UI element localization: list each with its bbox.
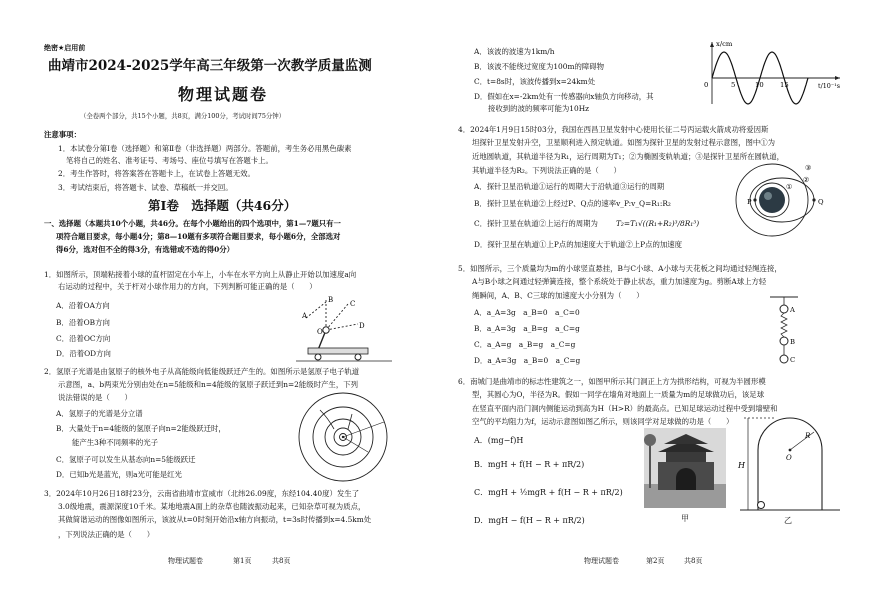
footer-paper: 物理试题卷 [584, 557, 619, 565]
footer-total: 共8页 [272, 557, 291, 565]
ball-b [780, 337, 788, 345]
q1-option: B．沿着OB方向 [56, 318, 110, 327]
q6-stem: 型，其圆心为O，半径为R。假如一同学在墙角对地面上一质量为m的足球做功后，该足球 [472, 390, 765, 399]
point-p [753, 198, 756, 201]
line-oa [306, 302, 326, 318]
note-line: 2．考生作答时，将答案答在答题卡上，在试卷上答题无效。 [58, 169, 255, 178]
q4-option: B．探针卫星在轨道②上经过P、Q点的速率v_P:v_Q=R₁:R₂ [474, 199, 671, 208]
q4-formula: T₂=T₁√((R₁+R₂)³/8R₁³) [616, 219, 700, 228]
tick-label: 10 [755, 81, 764, 89]
photo-caption: 甲 [681, 514, 689, 523]
q3-option: D．假如在x=-2km处有一传感器向x轴负方向移动，其 [474, 92, 654, 101]
section-intro: 项符合题目要求，每小题4分；第8—10题有多项符合题目要求，每小题6分，全部选对 [56, 232, 341, 241]
paper-title: 物理试题卷 [178, 85, 269, 104]
tick-label: 0 [704, 81, 709, 89]
exam-meta: （全卷两个部分，共15个小题，共8页，满分100分，考试时间75分钟） [80, 112, 286, 120]
q3-stem: 3.0级地震，震源深度10千米。某地地震A面上的杂草也随波振动起来，已知杂草可视为质点， [58, 502, 366, 511]
q1-option: A．沿着OA方向 [56, 301, 110, 310]
wave-ylabel: x/cm [716, 40, 733, 48]
diagram-caption: 乙 [784, 516, 792, 525]
q3-stem: ，下列说法正确的是（ ） [58, 530, 155, 539]
q3-option: C．t=8s时，该波传播到x=24km处 [474, 77, 596, 86]
q1-stem: 右运动的过程中，关于杆对小球作用力的方向，下列判断可能正确的是（ ） [58, 282, 317, 291]
q2-option: 能产生3种不同频率的光子 [72, 438, 159, 447]
q4-stem: 其轨道半径为R₂。下列说法正确的是（ ） [472, 166, 621, 175]
q4-stem: 坦探针卫星发射升空，卫星顺利进入预定轨道。如图为探针卫星的发射过程示意图，图中①为 [472, 138, 776, 147]
q3-stem: 3．2024年10月26日18时23分，云南省曲靖市宣威市（北纬26.09度，东经104.40度）发生了 [44, 489, 360, 498]
q5-option: C．a_A=g a_B=g a_C=g [474, 340, 576, 349]
q3-option: A．该波的波速为1km/h [474, 47, 555, 56]
label-a: A [790, 306, 795, 314]
q2-option: B．大量处于n=4能级的氢原子向n=2能级跃迁时， [56, 424, 226, 433]
q4-stem: 4．2024年1月9日15时03分，我国在西昌卫星发射中心使用长征二号丙运载火箭成功将爱因斯 [458, 125, 769, 134]
label-o: O [317, 328, 323, 336]
section-title: 第Ⅰ卷 选择题（共46分） [148, 198, 297, 213]
q1-option: D．沿着OD方向 [56, 349, 111, 358]
gate-arch [676, 468, 696, 490]
wheel [355, 354, 361, 360]
label-p: P [747, 198, 752, 206]
q4-stem: 近地圆轨道，其轨道半径为R₁，运行周期为T₁；②为椭圆变轨轨道；③是探针卫星所在圆轨道， [472, 152, 785, 161]
q2-stem: 说法错误的是（ ） [58, 393, 132, 402]
q4-option: D．探针卫星在轨道①上P点的加速度大于轨道②上P点的加速度 [474, 240, 683, 249]
note-line: 笔将自己的姓名、准考证号、考场号、座位号填写在答题卡上。 [66, 156, 273, 165]
q2-option: A．氢原子的光谱是分立谱 [56, 409, 143, 418]
q6-option: D．mgH − f(H − R + πR/2) [474, 516, 585, 525]
section-intro: 一、选择题（本题共10个小题，共46分。在每个小题给出的四个选项中，第1—7题只有一 [44, 219, 341, 228]
label-b: B [328, 296, 334, 304]
exam-title: 曲靖市2024-2025学年高三年级第一次教学质量监测 [48, 58, 372, 74]
label-orbit-3: ③ [805, 164, 812, 172]
tick-label: 5 [731, 81, 736, 89]
wave-graph [700, 38, 850, 106]
label-a: A [302, 312, 308, 320]
tree-crown [644, 434, 656, 446]
q1-stem: 1．如图所示，顶端粘接着小球的直杆固定在小车上，小车在水平方向上从静止开始以加速度a向 [44, 270, 357, 279]
label-d: D [359, 322, 365, 330]
hanging-balls-figure [764, 294, 804, 370]
label-o: O [786, 454, 792, 462]
line-od [326, 324, 358, 330]
confidential-mark: 绝密★启用前 [44, 44, 86, 52]
earth [759, 187, 785, 213]
note-line: 1．本试卷分第Ⅰ卷（选择题）和第Ⅱ卷（非选择题）两部分。答题前，考生务必用黑色碳素 [58, 144, 352, 153]
tick-label: 15 [780, 81, 789, 89]
q4-option: C．探针卫星在轨道②上运行的周期为 [474, 219, 598, 228]
center-o [789, 449, 792, 452]
q4-option: A．探针卫星沿轨道①运行的周期大于沿轨道③运行的周期 [474, 182, 665, 191]
section-intro: 得6分，选对但不全的得3分，有选错或不选的得0分） [56, 245, 235, 254]
footer-total: 共8页 [684, 557, 703, 565]
footer-page: 第1页 [233, 557, 252, 565]
spring [781, 313, 787, 337]
label-h: H [738, 461, 745, 470]
q5-stem: 5．如图所示，三个质量均为m的小球竖直悬挂，B与C小球、A小球与天花板之间均通过轻绳连接， [458, 264, 782, 273]
city-gate-photo [644, 428, 726, 508]
q6-option: A．(mg−f)H [474, 436, 524, 445]
q6-stem: 6．南城门是曲靖市的标志性建筑之一，如图甲所示其门洞正上方为拱形结构，可视为半圆形模 [458, 377, 766, 386]
footer-page: 第2页 [646, 557, 665, 565]
point-q [812, 198, 815, 201]
football [758, 502, 765, 509]
orbit-figure [728, 162, 836, 242]
wheel [315, 354, 321, 360]
q5-option: D．a_A=3g a_B=0 a_C=g [474, 356, 581, 365]
axis-arrow [835, 76, 840, 80]
q2-option: D．已知b光是蓝光，则a光可能是红光 [56, 470, 182, 479]
earth-highlight [764, 192, 772, 200]
q2-stem: 2．氢原子光谱是由氢原子的核外电子从高能级向低能级跃迁产生的。如图所示是氢原子电子轨道 [44, 367, 360, 376]
label-orbit-1: ① [786, 183, 793, 191]
notes-title: 注意事项： [44, 130, 81, 139]
q5-stem: 绳瞬间，A、B、C三球的加速度大小分别为（ ） [472, 291, 644, 300]
ball-a [780, 305, 788, 313]
label-b: B [790, 338, 795, 346]
q2-option: C．氢原子可以发生从基态向n=5能级跃迁 [56, 455, 196, 464]
transition-arrow-a [320, 410, 334, 429]
ball-c [780, 355, 788, 363]
q1-option: C．沿着OC方向 [56, 334, 111, 343]
q3-option: 接收到的波的频率可能为10Hz [488, 104, 590, 113]
ball [323, 327, 329, 333]
q6-option: B．mgH + f(H − R + πR/2) [474, 460, 585, 469]
q6-stem: 空气的平均阻力为f，运动示意图如图乙所示，则该同学对足球做的功是（ ） [472, 417, 734, 426]
label-q: Q [818, 198, 824, 206]
label-r: R [805, 432, 811, 440]
label-orbit-2: ② [803, 176, 810, 184]
q2-stem: 示意图，a、b两束光分别由处在n=5能级和n=4能级的氢原子跃迁到n=2能级时产生，下列 [58, 380, 358, 389]
note-line: 3．考试结束后，将答题卡、试卷、草稿纸一并交回。 [58, 183, 233, 192]
q5-option: B．a_A=3g a_B=g a_C=g [474, 324, 580, 333]
radius-line [790, 432, 814, 450]
q5-stem: A与B小球之间通过轻弹簧连接，整个系统处于静止状态，重力加速度为g。剪断A球上方轻 [472, 277, 767, 286]
footer-paper: 物理试题卷 [168, 557, 203, 565]
q3-stem: 其做简谐运动的图像如图所示，该波从t=0时刻开始沿x轴方向振动，t=3s时传播到x=4.5km处 [58, 515, 372, 524]
cart-body [308, 348, 368, 354]
line-oc [326, 304, 348, 330]
wave-xlabel: t/10⁻¹s [818, 82, 841, 90]
q3-option: B．该波不能绕过宽度为100m的障碍物 [474, 62, 605, 71]
q5-option: A．a_A=3g a_B=0 a_C=0 [474, 308, 580, 317]
arch-diagram [736, 408, 846, 514]
q6-option: C．mgH + ½mgR + f(H − R + πR/2) [474, 488, 623, 497]
hydrogen-orbit-figure [290, 392, 398, 484]
axis-arrow [710, 42, 714, 47]
q1-cart-figure [292, 294, 402, 366]
q6-stem: 在竖直平面内沿门洞内侧能运动到高为H（H>R）的最高点。已知足球运动过程中受到墙壁和 [472, 404, 778, 413]
label-c: C [790, 356, 796, 364]
label-c: C [350, 300, 356, 308]
gate-outline [758, 418, 822, 510]
